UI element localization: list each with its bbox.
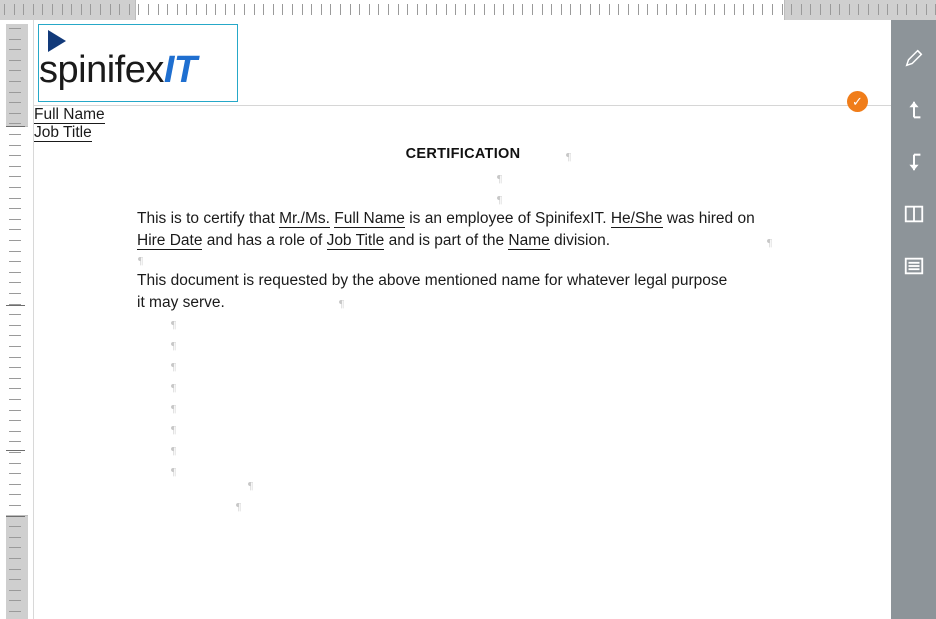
vruler-tick xyxy=(9,431,21,432)
ruler-tick xyxy=(705,4,706,15)
vruler-tick xyxy=(9,251,21,252)
ruler-tick xyxy=(378,4,379,15)
ruler-tick xyxy=(801,4,802,15)
ruler-tick xyxy=(676,4,677,15)
ruler-tick xyxy=(350,4,351,15)
ruler-tick xyxy=(177,4,178,15)
vruler-content-area[interactable] xyxy=(6,126,28,516)
paragraph-2-text: This document is requested by the above mentioned name for whatever legal purpose it may serve. xyxy=(137,272,728,311)
document-header xyxy=(34,20,891,109)
vruler-tick xyxy=(9,378,21,379)
vruler-major-tick xyxy=(6,305,25,306)
ruler-tick xyxy=(186,4,187,15)
pilcrow-mark: ¶ xyxy=(171,361,176,373)
ruler-tick xyxy=(484,4,485,15)
signature-name-field[interactable]: Full Name xyxy=(34,106,105,123)
vertical-ruler[interactable] xyxy=(0,20,33,619)
ruler-tick xyxy=(590,4,591,15)
ruler-tick xyxy=(14,4,15,15)
pen-icon xyxy=(903,47,925,69)
logo-text xyxy=(39,49,197,92)
vruler-tick xyxy=(9,92,21,93)
ruler-tick xyxy=(762,4,763,15)
insert-above-button[interactable] xyxy=(891,84,936,136)
ruler-tick xyxy=(666,4,667,15)
paragraph-text: and is part of the xyxy=(384,231,509,249)
ruler-tick xyxy=(23,4,24,15)
ruler-tick xyxy=(657,4,658,15)
vruler-tick xyxy=(9,558,21,559)
vruler-tick xyxy=(9,39,21,40)
vruler-tick xyxy=(9,240,21,241)
ruler-tick xyxy=(407,4,408,15)
vruler-tick xyxy=(9,505,21,506)
pilcrow-mark: ¶ xyxy=(497,194,502,206)
vruler-tick xyxy=(9,325,21,326)
merge-field[interactable]: Name xyxy=(508,231,550,249)
ruler-tick xyxy=(206,4,207,15)
ruler-tick xyxy=(724,4,725,15)
ruler-tick xyxy=(628,4,629,15)
ruler-tick xyxy=(33,4,34,15)
ruler-tick xyxy=(695,4,696,15)
vruler-tick xyxy=(9,452,21,453)
ruler-tick xyxy=(446,4,447,15)
vruler-tick xyxy=(9,229,21,230)
vruler-tick xyxy=(9,123,21,124)
ruler-tick xyxy=(858,4,859,15)
pilcrow-mark: ¶ xyxy=(339,298,344,310)
ruler-tick xyxy=(474,4,475,15)
vruler-tick xyxy=(9,441,21,442)
ruler-tick xyxy=(81,4,82,15)
pilcrow-mark: ¶ xyxy=(171,382,176,394)
ruler-tick xyxy=(906,4,907,15)
pilcrow-mark: ¶ xyxy=(171,466,176,478)
document-page[interactable] xyxy=(33,20,891,619)
vruler-tick xyxy=(9,208,21,209)
ruler-tick xyxy=(42,4,43,15)
vruler-tick xyxy=(9,335,21,336)
ruler-tick xyxy=(647,4,648,15)
ruler-tick xyxy=(561,4,562,15)
ruler-tick xyxy=(4,4,5,15)
ruler-tick xyxy=(743,4,744,15)
vruler-tick xyxy=(9,367,21,368)
vruler-tick xyxy=(9,463,21,464)
ruler-tick xyxy=(398,4,399,15)
ruler-tick xyxy=(849,4,850,15)
ruler-tick xyxy=(753,4,754,15)
vruler-tick xyxy=(9,547,21,548)
ruler-tick xyxy=(551,4,552,15)
signature-title xyxy=(34,124,891,142)
vruler-tick xyxy=(9,611,21,612)
vruler-tick xyxy=(9,357,21,358)
logo-container[interactable] xyxy=(38,24,238,102)
ruler-tick xyxy=(734,4,735,15)
logo-text-main: spinifex xyxy=(39,49,164,91)
ruler-tick xyxy=(782,4,783,15)
ruler-tick xyxy=(282,4,283,15)
vruler-tick xyxy=(9,155,21,156)
ruler-tick xyxy=(244,4,245,15)
ruler-tick xyxy=(820,4,821,15)
vruler-tick xyxy=(9,537,21,538)
vruler-tick xyxy=(9,219,21,220)
merge-field[interactable]: Full Name xyxy=(334,210,405,227)
ruler-tick xyxy=(148,4,149,15)
paragraph-text: and has a role of xyxy=(202,231,327,249)
ruler-tick xyxy=(513,4,514,15)
split-columns-button[interactable] xyxy=(891,188,936,240)
ruler-tick xyxy=(522,4,523,15)
logo-text-accent: IT xyxy=(163,49,197,91)
merge-field[interactable]: Job Title xyxy=(326,231,385,249)
ruler-tick xyxy=(436,4,437,15)
signature-title-field[interactable]: Job Title xyxy=(34,124,92,141)
pilcrow-mark: ¶ xyxy=(497,173,502,185)
ruler-tick xyxy=(839,4,840,15)
insert-below-button[interactable] xyxy=(891,136,936,188)
vruler-major-tick xyxy=(6,450,25,451)
vruler-tick xyxy=(9,420,21,421)
vruler-tick xyxy=(9,399,21,400)
vruler-tick xyxy=(9,187,21,188)
ruler-tick xyxy=(167,4,168,15)
vruler-tick xyxy=(9,410,21,411)
merge-field[interactable]: Mr./Ms. xyxy=(279,210,330,227)
ruler-tick xyxy=(542,4,543,15)
paragraph-text: This is to certify that xyxy=(137,210,280,227)
ruler-tick xyxy=(772,4,773,15)
ruler-tick xyxy=(138,4,139,15)
ruler-tick xyxy=(465,4,466,15)
vruler-tick xyxy=(9,60,21,61)
vruler-major-tick xyxy=(6,516,25,517)
ruler-tick xyxy=(100,4,101,15)
ruler-tick xyxy=(897,4,898,15)
pilcrow-mark: ¶ xyxy=(171,445,176,457)
ruler-tick xyxy=(878,4,879,15)
pilcrow-mark: ¶ xyxy=(171,403,176,415)
ruler-tick xyxy=(71,4,72,15)
vruler-tick xyxy=(9,494,21,495)
paragraph-text: division. xyxy=(549,231,611,249)
vruler-tick xyxy=(9,388,21,389)
ruler-tick xyxy=(340,4,341,15)
ruler-tick xyxy=(129,4,130,15)
vruler-tick xyxy=(9,590,21,591)
ruler-tick xyxy=(426,4,427,15)
ruler-tick xyxy=(369,4,370,15)
vruler-tick xyxy=(9,261,21,262)
merge-field[interactable]: Hire Date xyxy=(137,231,203,249)
ruler-tick xyxy=(686,4,687,15)
ruler-tick xyxy=(887,4,888,15)
ruler-tick xyxy=(494,4,495,15)
vruler-margin-bottom xyxy=(6,516,28,619)
ruler-tick xyxy=(52,4,53,15)
ruler-tick xyxy=(580,4,581,15)
arrow-up-insert-icon xyxy=(903,99,925,121)
document-body[interactable] xyxy=(34,106,891,513)
right-toolbar[interactable] xyxy=(891,20,936,619)
ruler-tick xyxy=(292,4,293,15)
ruler-tick xyxy=(62,4,63,15)
pilcrow-mark: ¶ xyxy=(171,424,176,436)
vruler-tick xyxy=(9,176,21,177)
ruler-tick xyxy=(599,4,600,15)
ruler-tick xyxy=(196,4,197,15)
ruler-tick xyxy=(158,4,159,15)
ruler-tick xyxy=(330,4,331,15)
ruler-tick xyxy=(302,4,303,15)
ruler-tick xyxy=(321,4,322,15)
vruler-tick xyxy=(9,526,21,527)
certification-paragraph-2 xyxy=(137,270,737,313)
vruler-tick xyxy=(9,272,21,273)
ruler-tick xyxy=(263,4,264,15)
ruler-tick xyxy=(916,4,917,15)
signature-name xyxy=(34,106,891,124)
vruler-tick xyxy=(9,579,21,580)
pilcrow-mark: ¶ xyxy=(236,501,241,513)
vruler-tick xyxy=(9,102,21,103)
ruler-tick xyxy=(90,4,91,15)
ruler-tick xyxy=(503,4,504,15)
paragraph-text: is an employee of SpinifexIT. xyxy=(404,210,611,227)
vruler-tick xyxy=(9,113,21,114)
vruler-tick xyxy=(9,473,21,474)
pilcrow-mark: ¶ xyxy=(171,319,176,331)
ruler-tick xyxy=(810,4,811,15)
pilcrow-mark: ¶ xyxy=(248,480,253,492)
ruler-tick xyxy=(234,4,235,15)
page-title: CERTIFICATION xyxy=(405,146,521,162)
ruler-tick xyxy=(254,4,255,15)
arrow-down-insert-icon xyxy=(903,151,925,173)
vruler-tick xyxy=(9,314,21,315)
vruler-tick xyxy=(9,145,21,146)
vruler-tick xyxy=(9,600,21,601)
ruler-tick xyxy=(417,4,418,15)
ruler-tick xyxy=(618,4,619,15)
columns-icon xyxy=(903,203,925,225)
merge-field[interactable]: He/She xyxy=(610,210,663,227)
ruler-tick xyxy=(791,4,792,15)
ruler-ticks xyxy=(0,0,936,20)
ruler-tick xyxy=(273,4,274,15)
vruler-tick xyxy=(9,198,21,199)
pilcrow-mark: ¶ xyxy=(767,237,772,249)
pilcrow-mark: ¶ xyxy=(566,151,571,163)
ruler-tick xyxy=(311,4,312,15)
ruler-tick xyxy=(455,4,456,15)
ruler-tick xyxy=(119,4,120,15)
vruler-tick xyxy=(9,81,21,82)
ruler-tick xyxy=(225,4,226,15)
vruler-tick xyxy=(9,28,21,29)
paragraph-text: was hired on xyxy=(662,210,755,227)
vruler-tick xyxy=(9,70,21,71)
list-icon xyxy=(903,255,925,277)
horizontal-ruler[interactable] xyxy=(0,0,936,20)
vruler-tick xyxy=(9,293,21,294)
ruler-tick xyxy=(359,4,360,15)
vruler-tick xyxy=(9,346,21,347)
pilcrow-mark: ¶ xyxy=(138,255,143,267)
ruler-tick xyxy=(215,4,216,15)
ruler-tick xyxy=(926,4,927,15)
ruler-tick xyxy=(532,4,533,15)
ruler-tick xyxy=(638,4,639,15)
ruler-tick xyxy=(110,4,111,15)
vruler-tick xyxy=(9,166,21,167)
ruler-tick xyxy=(714,4,715,15)
vruler-tick xyxy=(9,282,21,283)
vruler-tick xyxy=(9,134,21,135)
pilcrow-mark: ¶ xyxy=(171,340,176,352)
ruler-tick xyxy=(609,4,610,15)
pen-tool-button[interactable] xyxy=(891,32,936,84)
vruler-tick xyxy=(9,569,21,570)
certification-paragraph-1 xyxy=(137,208,767,251)
ruler-tick xyxy=(868,4,869,15)
vruler-tick xyxy=(9,484,21,485)
ruler-tick xyxy=(570,4,571,15)
ruler-tick xyxy=(830,4,831,15)
vruler-tick xyxy=(9,49,21,50)
vruler-major-tick xyxy=(6,126,25,127)
list-view-button[interactable] xyxy=(891,240,936,292)
orange-check-circle-icon[interactable]: ✓ xyxy=(847,91,868,112)
ruler-tick xyxy=(388,4,389,15)
